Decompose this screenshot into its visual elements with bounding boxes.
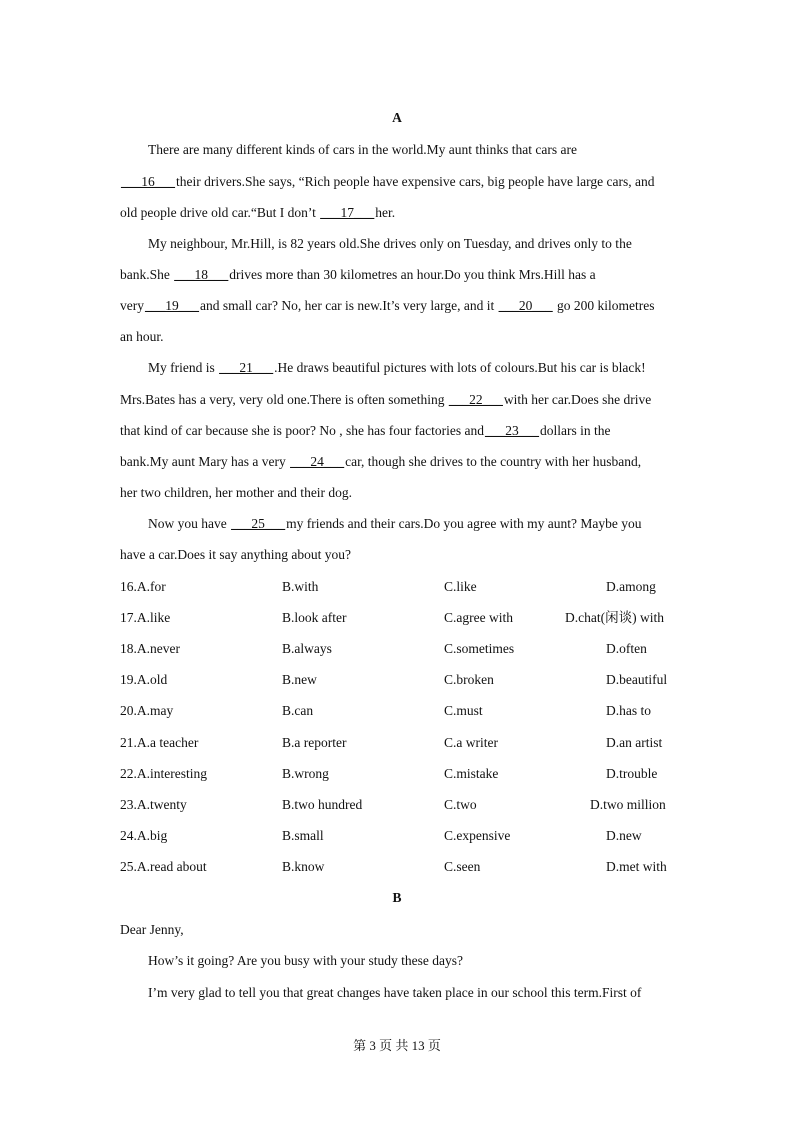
- option-a: 17.A.like: [120, 610, 171, 625]
- option-b: B.with: [282, 579, 319, 594]
- option-a: 21.A.a teacher: [120, 735, 199, 750]
- option-c: C.mistake: [444, 766, 499, 781]
- option-a: 19.A.old: [120, 672, 168, 687]
- option-d: D.has to: [606, 703, 651, 718]
- blank-16: ___16___: [121, 174, 175, 189]
- blank-18: ___18___: [174, 267, 229, 282]
- option-b: B.new: [282, 672, 317, 687]
- option-c: C.expensive: [444, 828, 511, 843]
- option-b: B.always: [282, 641, 332, 656]
- option-a: 24.A.big: [120, 828, 168, 843]
- option-c: C.two: [444, 797, 477, 812]
- letter-salutation: Dear Jenny,: [120, 922, 184, 937]
- option-d: D.an artist: [606, 735, 663, 750]
- option-b: B.wrong: [282, 766, 329, 781]
- option-c: C.agree with: [444, 610, 513, 625]
- option-c: C.like: [444, 579, 477, 594]
- option-a: 16.A.for: [120, 579, 166, 594]
- page-footer: 第 3 页 共 13 页: [353, 1038, 441, 1053]
- passage-line: old people drive old car.“But I don’t ___17___her.: [120, 205, 396, 220]
- option-a: 25.A.read about: [120, 859, 207, 874]
- option-a: 23.A.twenty: [120, 797, 187, 812]
- passage-line: My friend is ___21___.He draws beautiful pictures with lots of colours.But his car is black!: [148, 360, 646, 375]
- option-d: D.often: [606, 641, 647, 656]
- option-c: C.sometimes: [444, 641, 515, 656]
- passage-line: Now you have ___25___my friends and their cars.Do you agree with my aunt? Maybe you: [148, 516, 642, 531]
- option-d: D.new: [606, 828, 642, 843]
- option-b: B.look after: [282, 610, 347, 625]
- passage-line: My neighbour, Mr.Hill, is 82 years old.She drives only on Tuesday, and drives only to the: [148, 236, 632, 251]
- option-a: 18.A.never: [120, 641, 180, 656]
- option-b: B.can: [282, 703, 314, 718]
- passage-line: bank.She ___18___drives more than 30 kilometres an hour.Do you think Mrs.Hill has a: [120, 267, 596, 282]
- option-d: D.chat(闲谈) with: [565, 610, 664, 625]
- passage-line: There are many different kinds of cars in the world.My aunt thinks that cars are: [148, 142, 577, 157]
- letter-line: How’s it going? Are you busy with your study these days?: [148, 953, 463, 968]
- option-d: D.two million: [590, 797, 666, 812]
- blank-24: ___24___: [290, 454, 345, 469]
- passage-line: ___16___their drivers.She says, “Rich people have expensive cars, big people have large cars, and: [121, 174, 655, 189]
- passage-line: very___19___and small car? No, her car is new.It’s very large, and it ___20___ go 200 kilometres: [120, 298, 655, 313]
- blank-21: ___21___: [219, 360, 274, 375]
- blank-17: ___17___: [320, 205, 375, 220]
- passage-line: an hour.: [120, 329, 164, 344]
- blank-19: ___19___: [145, 298, 199, 313]
- option-d: D.beautiful: [606, 672, 668, 687]
- option-a: 22.A.interesting: [120, 766, 207, 781]
- option-b: B.a reporter: [282, 735, 347, 750]
- blank-25: ___25___: [231, 516, 286, 531]
- option-d: D.met with: [606, 859, 667, 874]
- option-c: C.seen: [444, 859, 481, 874]
- blank-22: ___22___: [448, 392, 503, 407]
- option-b: B.small: [282, 828, 324, 843]
- option-c: C.must: [444, 703, 483, 718]
- blank-23: ___23___: [485, 423, 539, 438]
- passage-line: bank.My aunt Mary has a very ___24___car, though she drives to the country with her husband,: [120, 454, 642, 469]
- passage-line: have a car.Does it say anything about you?: [120, 547, 351, 562]
- option-d: D.trouble: [606, 766, 658, 781]
- section-a-heading: A: [392, 110, 402, 125]
- blank-20: ___20___: [498, 298, 553, 313]
- option-d: D.among: [606, 579, 656, 594]
- passage-line: Mrs.Bates has a very, very old one.There is often something ___22___with her car.Does she drive: [120, 392, 652, 407]
- option-c: C.broken: [444, 672, 494, 687]
- passage-line: that kind of car because she is poor? No , she has four factories and___23___dollars in the: [120, 423, 611, 438]
- option-c: C.a writer: [444, 735, 498, 750]
- option-b: B.two hundred: [282, 797, 363, 812]
- option-a: 20.A.may: [120, 703, 174, 718]
- option-b: B.know: [282, 859, 325, 874]
- section-b-heading: B: [392, 890, 402, 905]
- passage-line: her two children, her mother and their dog.: [120, 485, 353, 500]
- letter-line: I’m very glad to tell you that great changes have taken place in our school this term.First of: [148, 985, 642, 1000]
